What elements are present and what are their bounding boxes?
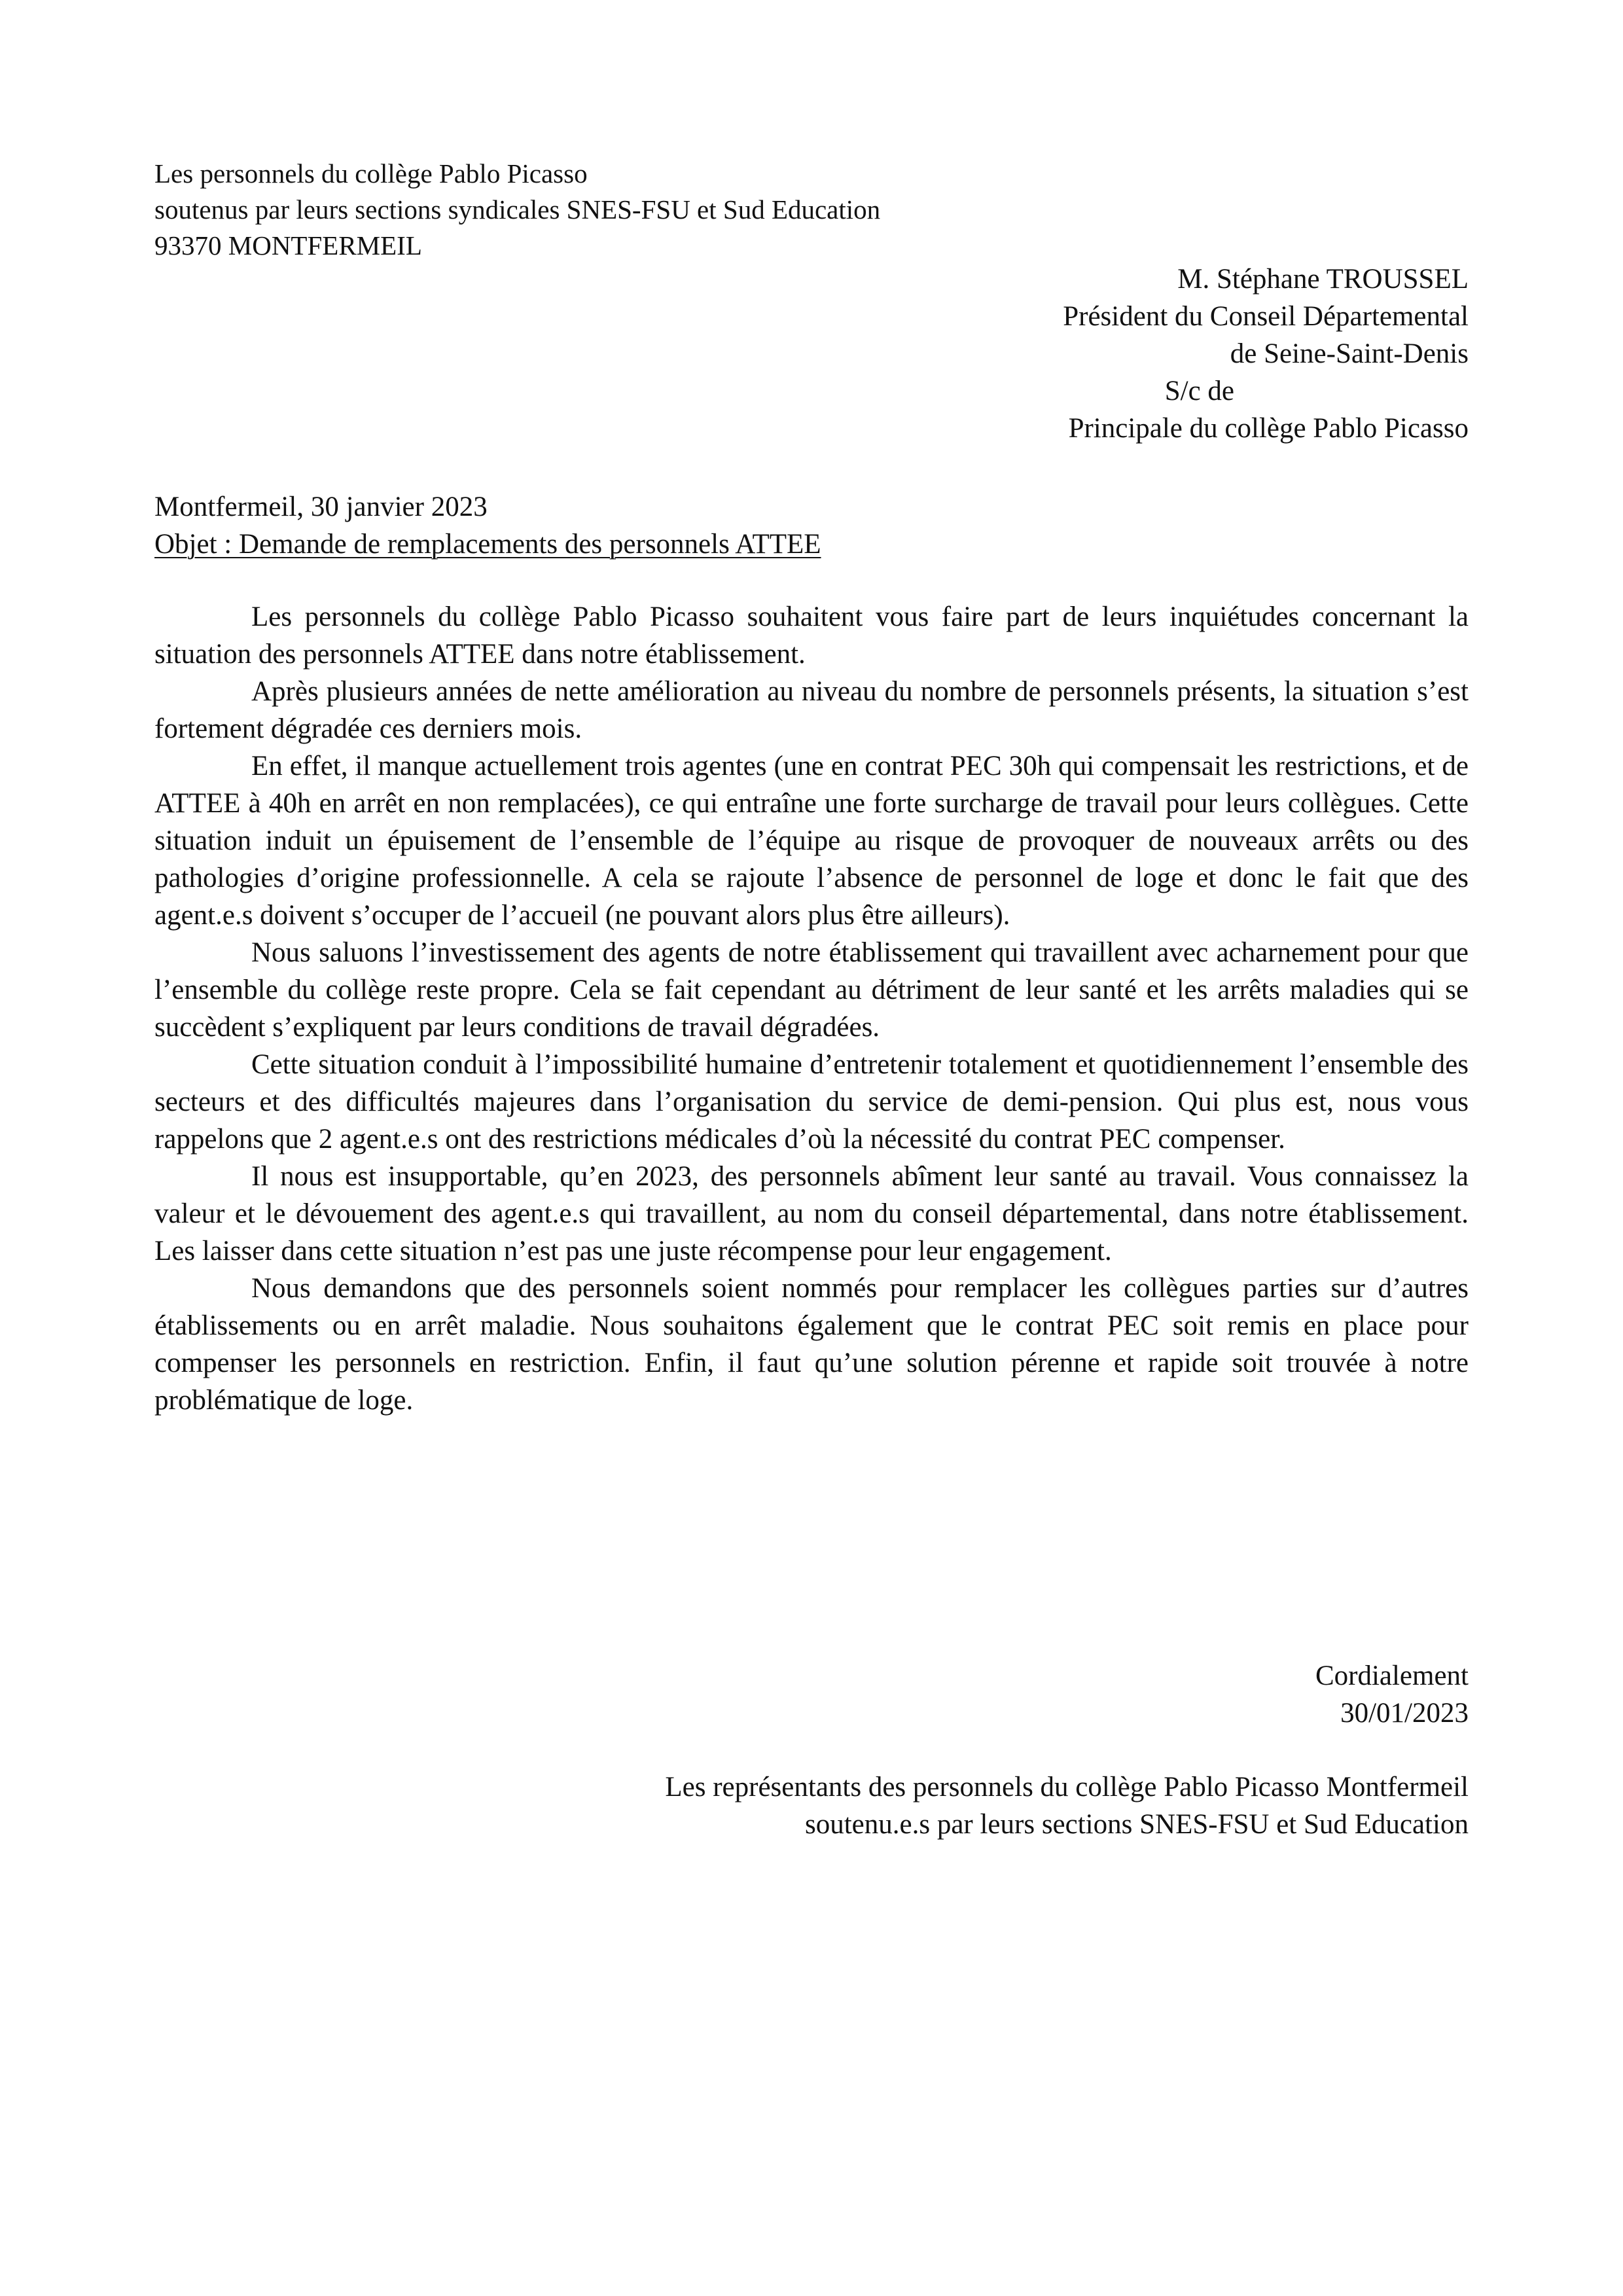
place-date: Montfermeil, 30 janvier 2023 [154, 492, 488, 522]
date-and-object [154, 488, 1202, 563]
sender-line: soutenus par leurs sections syndicales SNES-FSU et Sud Education [154, 194, 881, 224]
signature-block [458, 1768, 1469, 1843]
closing-block [785, 1657, 1469, 1732]
body-paragraph: Nous demandons que des personnels soient nommés pour remplacer les collègues parties sur d’autres établissements ou en arrêt maladie. Nous souhaitons également que le contrat PEC soit remis en place pour compenser les personnels en restriction. Enfin, il faut qu’une solution pérenne et rapide soit trouvée à notre problématique de loge. [154, 1273, 1469, 1416]
sender-line: Les personnels du collège Pablo Picasso [154, 158, 588, 188]
closing-date: 30/01/2023 [1340, 1698, 1469, 1729]
body-paragraph: Les personnels du collège Pablo Picasso souhaitent vous faire part de leurs inquiétudes concernant la situation des personnels ATTEE dans notre établissement. [154, 601, 1469, 670]
recipient-title: Président du Conseil Départemental [1063, 301, 1469, 332]
closing-salutation: Cordialement [1315, 1660, 1469, 1691]
recipient-block [785, 260, 1469, 447]
recipient-via: S/c de [1164, 376, 1234, 406]
object-line: Objet : Demande de remplacements des personnels ATTEE [154, 529, 821, 560]
letter-body [154, 598, 1469, 1419]
recipient-via-name: Principale du collège Pablo Picasso [1068, 413, 1469, 444]
body-paragraph: Nous saluons l’investissement des agents de notre établissement qui travaillent avec acharnement pour que l’ensemble du collège reste propre. Cela se fait cependant au détriment de leur santé et les arrêts maladies qui se succèdent s’expliquent par leurs conditions de travail dégradées. [154, 937, 1469, 1043]
sender-block [154, 156, 1005, 264]
body-paragraph: En effet, il manque actuellement trois agentes (une en contrat PEC 30h qui compensait les restrictions, et de ATTEE à 40h en arrêt en non remplacées), ce qui entraîne une forte surcharge de travail pour leurs collègues. Cette situation induit un épuisement de l’ensemble de l’équipe au risque de provoquer de nouveaux arrêts ou des pathologies d’origine professionnelle. A cela se rajoute l’absence de personnel de loge et donc le fait que des agent.e.s doivent s’occuper de l’accueil (ne pouvant alors plus être ailleurs). [154, 751, 1469, 931]
sender-address: 93370 MONTFERMEIL [154, 230, 422, 260]
signature-line: Les représentants des personnels du collège Pablo Picasso Montfermeil [665, 1772, 1469, 1803]
body-paragraph: Cette situation conduit à l’impossibilité humaine d’entretenir totalement et quotidiennement l’ensemble des secteurs et des difficultés majeures dans l’organisation du service de demi-pension. Qui plus est, nous vous rappelons que 2 agent.e.s ont des restrictions médicales d’où la nécessité du contrat PEC compenser. [154, 1049, 1469, 1155]
body-paragraph: Après plusieurs années de nette amélioration au niveau du nombre de personnels présents, la situation s’est fortement dégradée ces derniers mois. [154, 676, 1469, 744]
recipient-department: de Seine-Saint-Denis [1230, 338, 1469, 369]
signature-line: soutenu.e.s par leurs sections SNES-FSU et Sud Education [805, 1809, 1469, 1840]
recipient-name: M. Stéphane TROUSSEL [1177, 264, 1469, 295]
body-paragraph: Il nous est insupportable, qu’en 2023, des personnels abîment leur santé au travail. Vous connaissez la valeur et le dévouement des agent.e.s qui travaillent, au nom du conseil départemental, dans notre établissement. Les laisser dans cette situation n’est pas une juste récompense pour leur engagement. [154, 1161, 1469, 1266]
